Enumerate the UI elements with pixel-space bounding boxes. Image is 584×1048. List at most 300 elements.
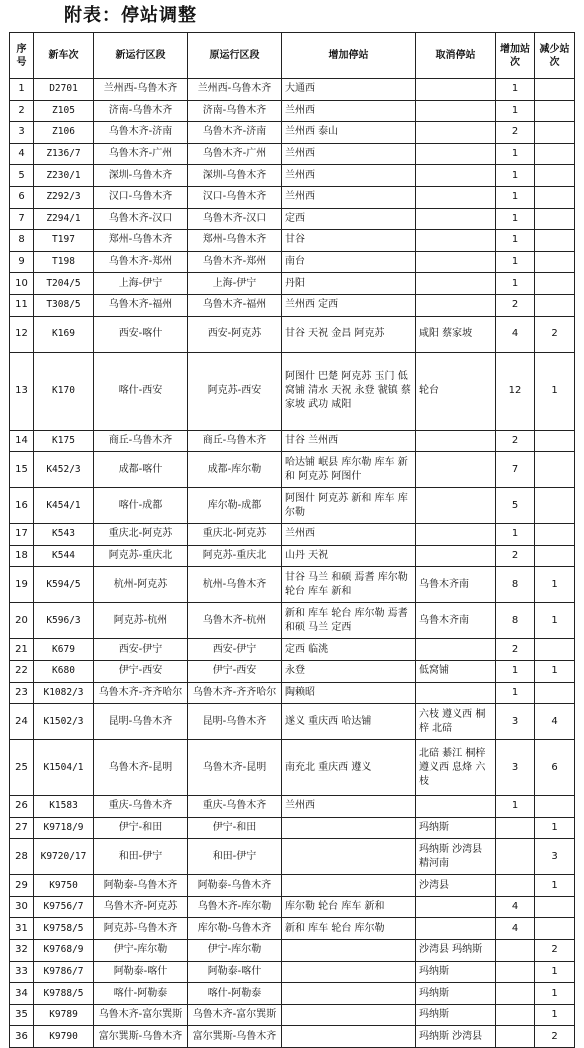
row-new-train: K9788/5 (34, 983, 94, 1005)
row-reduced-count: 1 (535, 983, 575, 1005)
row-old-section: 乌鲁木齐-广州 (188, 143, 282, 165)
row-seq: 19 (10, 567, 34, 603)
table-row (10, 230, 575, 252)
row-seq: 3 (10, 122, 34, 144)
row-seq: 23 (10, 682, 34, 704)
row-added-stops (282, 875, 416, 897)
header-new-train: 新车次 (34, 33, 94, 79)
row-old-section: 郑州-乌鲁木齐 (188, 230, 282, 252)
table-row (10, 545, 575, 567)
row-seq: 24 (10, 704, 34, 740)
table-body (10, 79, 575, 1048)
row-added-stops: 定西 (282, 208, 416, 230)
row-new-train: K454/1 (34, 488, 94, 524)
row-cancelled-stops (416, 488, 496, 524)
row-new-section: 乌鲁木齐-阿克苏 (94, 896, 188, 918)
row-cancelled-stops: 六枝 遵义西 桐梓 北碚 (416, 704, 496, 740)
row-added-stops: 库尔勒 轮台 库车 新和 (282, 896, 416, 918)
row-seq: 14 (10, 430, 34, 452)
header-added-count: 增加站次 (496, 33, 535, 79)
row-seq: 15 (10, 452, 34, 488)
row-added-count: 4 (496, 896, 535, 918)
row-cancelled-stops (416, 143, 496, 165)
row-added-stops: 永登 (282, 660, 416, 682)
row-reduced-count (535, 796, 575, 818)
row-new-train: Z136/7 (34, 143, 94, 165)
row-added-stops: 哈达铺 岷县 库尔勒 库车 新和 阿克苏 阿图什 (282, 452, 416, 488)
row-reduced-count (535, 230, 575, 252)
table-row (10, 660, 575, 682)
row-old-section: 乌鲁木齐-汉口 (188, 208, 282, 230)
row-new-section: 乌鲁木齐-福州 (94, 294, 188, 316)
row-cancelled-stops (416, 79, 496, 101)
row-added-count (496, 961, 535, 983)
row-added-stops (282, 940, 416, 962)
row-new-section: 重庆北-阿克苏 (94, 524, 188, 546)
row-old-section: 伊宁-库尔勒 (188, 940, 282, 962)
row-old-section: 喀什-阿勒泰 (188, 983, 282, 1005)
row-seq: 28 (10, 839, 34, 875)
row-old-section: 伊宁-和田 (188, 817, 282, 839)
row-new-train: K9790 (34, 1026, 94, 1048)
row-old-section: 汉口-乌鲁木齐 (188, 186, 282, 208)
row-seq: 30 (10, 896, 34, 918)
table-row (10, 875, 575, 897)
row-added-count: 2 (496, 639, 535, 661)
row-old-section: 阿勒泰-乌鲁木齐 (188, 875, 282, 897)
row-cancelled-stops (416, 918, 496, 940)
row-cancelled-stops: 玛纳斯 (416, 1004, 496, 1026)
row-added-stops: 山丹 天祝 (282, 545, 416, 567)
row-reduced-count (535, 639, 575, 661)
row-added-count: 1 (496, 796, 535, 818)
row-reduced-count (535, 294, 575, 316)
row-old-section: 杭州-乌鲁木齐 (188, 567, 282, 603)
row-new-train: Z294/1 (34, 208, 94, 230)
row-added-stops (282, 961, 416, 983)
row-new-train: Z105 (34, 100, 94, 122)
row-added-stops: 兰州西 泰山 (282, 122, 416, 144)
row-reduced-count: 2 (535, 316, 575, 352)
row-added-stops: 定西 临洮 (282, 639, 416, 661)
row-new-train: K9786/7 (34, 961, 94, 983)
row-new-section: 伊宁-和田 (94, 817, 188, 839)
row-cancelled-stops (416, 230, 496, 252)
row-old-section: 西安-伊宁 (188, 639, 282, 661)
row-new-section: 西安-喀什 (94, 316, 188, 352)
table-row (10, 352, 575, 430)
row-new-section: 伊宁-库尔勒 (94, 940, 188, 962)
row-cancelled-stops (416, 452, 496, 488)
row-added-stops: 兰州西 (282, 796, 416, 818)
row-reduced-count: 2 (535, 940, 575, 962)
row-new-section: 乌鲁木齐-昆明 (94, 740, 188, 796)
row-new-train: K680 (34, 660, 94, 682)
row-added-stops: 甘谷 马兰 和硕 焉耆 库尔勒 轮台 库车 新和 (282, 567, 416, 603)
row-cancelled-stops: 乌鲁木齐南 (416, 567, 496, 603)
row-new-train: T308/5 (34, 294, 94, 316)
row-old-section: 和田-伊宁 (188, 839, 282, 875)
row-new-section: 喀什-成都 (94, 488, 188, 524)
row-new-section: 喀什-西安 (94, 352, 188, 430)
row-new-section: 兰州西-乌鲁木齐 (94, 79, 188, 101)
row-cancelled-stops (416, 545, 496, 567)
row-new-section: 乌鲁木齐-郑州 (94, 251, 188, 273)
row-added-count: 1 (496, 186, 535, 208)
row-old-section: 成都-库尔勒 (188, 452, 282, 488)
row-seq: 33 (10, 961, 34, 983)
row-added-stops: 兰州西 定西 (282, 294, 416, 316)
row-cancelled-stops (416, 273, 496, 295)
row-new-train: K9720/17 (34, 839, 94, 875)
row-cancelled-stops (416, 796, 496, 818)
row-seq: 17 (10, 524, 34, 546)
table-row (10, 567, 575, 603)
row-seq: 4 (10, 143, 34, 165)
row-new-section: 昆明-乌鲁木齐 (94, 704, 188, 740)
row-added-count: 1 (496, 273, 535, 295)
row-seq: 27 (10, 817, 34, 839)
row-seq: 21 (10, 639, 34, 661)
row-added-count: 1 (496, 165, 535, 187)
table-row (10, 940, 575, 962)
row-new-train: K543 (34, 524, 94, 546)
row-seq: 12 (10, 316, 34, 352)
row-added-count: 1 (496, 660, 535, 682)
row-added-stops (282, 983, 416, 1005)
row-reduced-count (535, 122, 575, 144)
row-reduced-count (535, 545, 575, 567)
row-old-section: 伊宁-西安 (188, 660, 282, 682)
table-row (10, 208, 575, 230)
row-new-section: 汉口-乌鲁木齐 (94, 186, 188, 208)
row-cancelled-stops: 低窝铺 (416, 660, 496, 682)
row-old-section: 兰州西-乌鲁木齐 (188, 79, 282, 101)
row-new-section: 重庆-乌鲁木齐 (94, 796, 188, 818)
row-new-train: K169 (34, 316, 94, 352)
row-old-section: 重庆-乌鲁木齐 (188, 796, 282, 818)
row-seq: 36 (10, 1026, 34, 1048)
row-new-section: 阿克苏-重庆北 (94, 545, 188, 567)
row-added-count: 2 (496, 122, 535, 144)
row-added-count (496, 1004, 535, 1026)
row-cancelled-stops: 玛纳斯 (416, 961, 496, 983)
row-new-section: 乌鲁木齐-广州 (94, 143, 188, 165)
row-added-stops: 新和 库车 轮台 库尔勒 (282, 918, 416, 940)
row-seq: 16 (10, 488, 34, 524)
row-cancelled-stops: 沙湾县 玛纳斯 (416, 940, 496, 962)
row-cancelled-stops (416, 251, 496, 273)
table-row (10, 524, 575, 546)
row-new-train: T204/5 (34, 273, 94, 295)
row-new-section: 富尔巽斯-乌鲁木齐 (94, 1026, 188, 1048)
row-old-section: 深圳-乌鲁木齐 (188, 165, 282, 187)
header-old-section: 原运行区段 (188, 33, 282, 79)
row-added-stops: 阿图什 巴楚 阿克苏 玉门 低窝铺 清水 天祝 永登 虢镇 蔡家坡 武功 咸阳 (282, 352, 416, 430)
row-reduced-count: 6 (535, 740, 575, 796)
row-cancelled-stops (416, 524, 496, 546)
table-row (10, 452, 575, 488)
row-new-train: K544 (34, 545, 94, 567)
row-old-section: 乌鲁木齐-郑州 (188, 251, 282, 273)
row-cancelled-stops (416, 639, 496, 661)
row-new-section: 乌鲁木齐-济南 (94, 122, 188, 144)
row-seq: 35 (10, 1004, 34, 1026)
row-added-stops: 遂义 重庆西 哈达铺 (282, 704, 416, 740)
row-seq: 6 (10, 186, 34, 208)
row-seq: 34 (10, 983, 34, 1005)
row-added-stops: 甘谷 天祝 金昌 阿克苏 (282, 316, 416, 352)
row-added-count: 1 (496, 682, 535, 704)
row-added-count (496, 1026, 535, 1048)
row-added-count: 1 (496, 208, 535, 230)
row-added-stops: 兰州西 (282, 165, 416, 187)
row-new-train: K1502/3 (34, 704, 94, 740)
row-old-section: 商丘-乌鲁木齐 (188, 430, 282, 452)
row-old-section: 昆明-乌鲁木齐 (188, 704, 282, 740)
table-row (10, 918, 575, 940)
row-old-section: 阿克苏-西安 (188, 352, 282, 430)
row-reduced-count (535, 251, 575, 273)
row-new-section: 乌鲁木齐-汉口 (94, 208, 188, 230)
row-added-count (496, 839, 535, 875)
row-old-section: 重庆北-阿克苏 (188, 524, 282, 546)
row-cancelled-stops: 玛纳斯 (416, 817, 496, 839)
row-added-stops: 大通西 (282, 79, 416, 101)
row-old-section: 库尔勒-成都 (188, 488, 282, 524)
table-row (10, 186, 575, 208)
row-cancelled-stops (416, 165, 496, 187)
header-seq: 序号 (10, 33, 34, 79)
row-added-count: 3 (496, 740, 535, 796)
table-row (10, 79, 575, 101)
table-row (10, 896, 575, 918)
row-new-train: D2701 (34, 79, 94, 101)
row-cancelled-stops: 咸阳 蔡家坡 (416, 316, 496, 352)
row-reduced-count (535, 452, 575, 488)
row-reduced-count (535, 273, 575, 295)
row-reduced-count (535, 488, 575, 524)
row-added-count: 7 (496, 452, 535, 488)
row-new-train: K1583 (34, 796, 94, 818)
row-new-train: K1504/1 (34, 740, 94, 796)
row-reduced-count (535, 682, 575, 704)
row-added-stops: 兰州西 (282, 100, 416, 122)
row-added-count: 1 (496, 79, 535, 101)
row-old-section: 乌鲁木齐-库尔勒 (188, 896, 282, 918)
row-added-stops: 兰州西 (282, 524, 416, 546)
row-reduced-count (535, 79, 575, 101)
row-seq: 8 (10, 230, 34, 252)
row-new-train: Z106 (34, 122, 94, 144)
row-added-stops: 兰州西 (282, 186, 416, 208)
row-added-count: 1 (496, 230, 535, 252)
row-old-section: 库尔勒-乌鲁木齐 (188, 918, 282, 940)
table-row (10, 273, 575, 295)
row-reduced-count: 1 (535, 660, 575, 682)
row-old-section: 乌鲁木齐-福州 (188, 294, 282, 316)
row-new-section: 和田-伊宁 (94, 839, 188, 875)
row-added-count: 4 (496, 316, 535, 352)
table-row (10, 796, 575, 818)
row-cancelled-stops (416, 682, 496, 704)
row-reduced-count: 3 (535, 839, 575, 875)
row-added-stops: 甘谷 兰州西 (282, 430, 416, 452)
row-cancelled-stops: 玛纳斯 沙湾县 (416, 1026, 496, 1048)
row-cancelled-stops: 乌鲁木齐南 (416, 603, 496, 639)
row-new-train: K9758/5 (34, 918, 94, 940)
row-added-count: 2 (496, 545, 535, 567)
row-added-count: 2 (496, 294, 535, 316)
row-cancelled-stops (416, 122, 496, 144)
row-old-section: 西安-阿克苏 (188, 316, 282, 352)
row-new-section: 郑州-乌鲁木齐 (94, 230, 188, 252)
row-new-section: 成都-喀什 (94, 452, 188, 488)
row-new-train: K1082/3 (34, 682, 94, 704)
row-new-train: K679 (34, 639, 94, 661)
table-row (10, 983, 575, 1005)
table-row (10, 1004, 575, 1026)
row-new-train: K9750 (34, 875, 94, 897)
row-added-stops: 陶赖昭 (282, 682, 416, 704)
row-added-count: 1 (496, 100, 535, 122)
row-old-section: 济南-乌鲁木齐 (188, 100, 282, 122)
row-reduced-count: 1 (535, 817, 575, 839)
row-added-count: 3 (496, 704, 535, 740)
header-cancelled-stops: 取消停站 (416, 33, 496, 79)
row-new-train: T197 (34, 230, 94, 252)
row-cancelled-stops: 玛纳斯 沙湾县 精河南 (416, 839, 496, 875)
row-cancelled-stops: 玛纳斯 (416, 983, 496, 1005)
table-row (10, 639, 575, 661)
row-seq: 1 (10, 79, 34, 101)
row-added-count: 1 (496, 143, 535, 165)
row-new-train: K596/3 (34, 603, 94, 639)
row-old-section: 上海-伊宁 (188, 273, 282, 295)
row-cancelled-stops (416, 208, 496, 230)
row-new-section: 乌鲁木齐-齐齐哈尔 (94, 682, 188, 704)
row-added-stops (282, 839, 416, 875)
row-new-section: 上海-伊宁 (94, 273, 188, 295)
row-seq: 25 (10, 740, 34, 796)
row-reduced-count: 1 (535, 875, 575, 897)
row-new-section: 阿克苏-杭州 (94, 603, 188, 639)
row-reduced-count (535, 896, 575, 918)
row-old-section: 乌鲁木齐-齐齐哈尔 (188, 682, 282, 704)
table-row (10, 165, 575, 187)
row-old-section: 乌鲁木齐-富尔巽斯 (188, 1004, 282, 1026)
table-row (10, 488, 575, 524)
table-row (10, 100, 575, 122)
row-cancelled-stops (416, 186, 496, 208)
row-new-section: 喀什-阿勒泰 (94, 983, 188, 1005)
row-added-stops: 新和 库车 轮台 库尔勒 焉耆 和硕 马兰 定西 (282, 603, 416, 639)
row-old-section: 阿勒泰-喀什 (188, 961, 282, 983)
row-new-section: 伊宁-西安 (94, 660, 188, 682)
row-old-section: 乌鲁木齐-昆明 (188, 740, 282, 796)
row-cancelled-stops (416, 896, 496, 918)
row-added-stops: 南台 (282, 251, 416, 273)
table-row (10, 961, 575, 983)
row-added-count: 1 (496, 524, 535, 546)
row-added-stops (282, 817, 416, 839)
table-header-row (10, 33, 575, 79)
row-new-train: K594/5 (34, 567, 94, 603)
row-new-train: K9768/9 (34, 940, 94, 962)
header-new-section: 新运行区段 (94, 33, 188, 79)
row-added-count (496, 817, 535, 839)
row-added-count: 1 (496, 251, 535, 273)
row-cancelled-stops (416, 100, 496, 122)
row-new-train: K175 (34, 430, 94, 452)
row-reduced-count (535, 208, 575, 230)
row-added-count: 12 (496, 352, 535, 430)
row-added-count: 4 (496, 918, 535, 940)
row-new-section: 商丘-乌鲁木齐 (94, 430, 188, 452)
row-new-section: 乌鲁木齐-富尔巽斯 (94, 1004, 188, 1026)
row-new-train: T198 (34, 251, 94, 273)
row-new-section: 阿克苏-乌鲁木齐 (94, 918, 188, 940)
row-cancelled-stops (416, 294, 496, 316)
row-new-section: 阿勒泰-喀什 (94, 961, 188, 983)
row-added-stops: 兰州西 (282, 143, 416, 165)
row-seq: 13 (10, 352, 34, 430)
row-seq: 32 (10, 940, 34, 962)
row-old-section: 乌鲁木齐-济南 (188, 122, 282, 144)
row-reduced-count (535, 165, 575, 187)
row-added-stops (282, 1026, 416, 1048)
row-cancelled-stops: 北碚 綦江 桐梓 遵义西 息烽 六枝 (416, 740, 496, 796)
row-new-train: K9718/9 (34, 817, 94, 839)
row-added-count: 2 (496, 430, 535, 452)
row-reduced-count: 1 (535, 567, 575, 603)
row-new-train: K9789 (34, 1004, 94, 1026)
row-seq: 26 (10, 796, 34, 818)
row-seq: 11 (10, 294, 34, 316)
row-added-count: 8 (496, 567, 535, 603)
row-seq: 20 (10, 603, 34, 639)
row-cancelled-stops: 轮台 (416, 352, 496, 430)
row-new-train: Z230/1 (34, 165, 94, 187)
row-seq: 22 (10, 660, 34, 682)
row-seq: 2 (10, 100, 34, 122)
page-title: 附表：停站调整 (64, 5, 197, 26)
row-seq: 18 (10, 545, 34, 567)
table-row (10, 430, 575, 452)
row-seq: 31 (10, 918, 34, 940)
row-seq: 9 (10, 251, 34, 273)
row-reduced-count: 1 (535, 961, 575, 983)
table-row (10, 839, 575, 875)
row-new-section: 杭州-阿克苏 (94, 567, 188, 603)
table-row (10, 143, 575, 165)
row-new-section: 济南-乌鲁木齐 (94, 100, 188, 122)
row-seq: 10 (10, 273, 34, 295)
row-seq: 5 (10, 165, 34, 187)
row-added-stops: 甘谷 (282, 230, 416, 252)
table-row (10, 682, 575, 704)
table-row (10, 603, 575, 639)
row-old-section: 乌鲁木齐-杭州 (188, 603, 282, 639)
row-reduced-count (535, 918, 575, 940)
table-row (10, 704, 575, 740)
row-cancelled-stops: 沙湾县 (416, 875, 496, 897)
row-new-train: K9756/7 (34, 896, 94, 918)
row-reduced-count: 1 (535, 1004, 575, 1026)
row-added-stops: 阿图什 阿克苏 新和 库车 库尔勒 (282, 488, 416, 524)
row-old-section: 阿克苏-重庆北 (188, 545, 282, 567)
row-added-count (496, 983, 535, 1005)
